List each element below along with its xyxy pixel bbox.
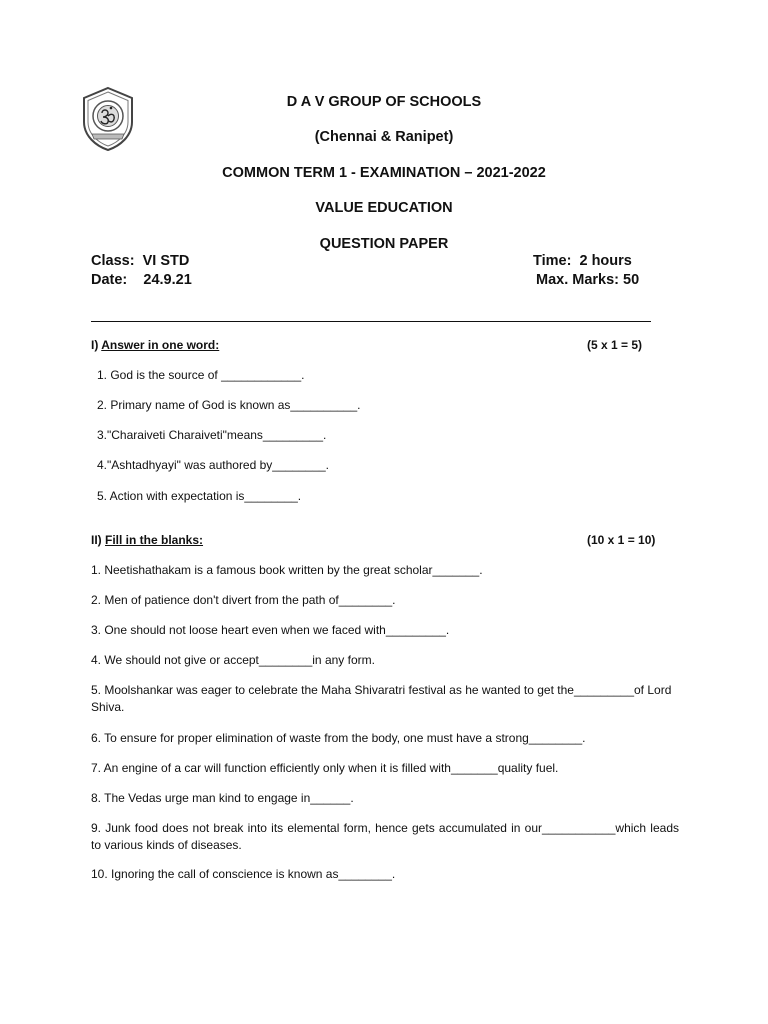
question-1-4: 4."Ashtadhyayi" was authored by________. [97, 458, 330, 472]
school-location: (Chennai & Ranipet) [314, 129, 454, 145]
paper-title: QUESTION PAPER [319, 236, 449, 252]
question-1-5: 5. Action with expectation is________. [97, 489, 302, 503]
marks-value: 50 [623, 272, 640, 288]
question-2-6: 6. To ensure for proper elimination of waste from the body, one must have a strong________. [91, 731, 586, 745]
question-2-9: 9. Junk food does not break into its elemental form, hence gets accumulated in our___________which leads to various kinds of diseases. [91, 821, 679, 852]
question-2-7: 7. An engine of a car will function efficiently only when it is filled with_______quality fuel. [91, 761, 559, 775]
question-2-10: 10. Ignoring the call of conscience is known as________. [91, 867, 396, 881]
section-1-title: Answer in one word: [101, 338, 220, 352]
exam-title: COMMON TERM 1 - EXAMINATION – 2021-2022 [222, 165, 546, 181]
class-label: Class: [91, 253, 135, 269]
section-1-marks: (5 x 1 = 5) [587, 338, 643, 352]
marks-label: Max. Marks: [536, 272, 620, 288]
header-divider [91, 321, 651, 322]
question-2-2: 2. Men of patience don't divert from the path of________. [91, 593, 396, 607]
section-2-number: II) [91, 533, 102, 547]
class-value: VI STD [142, 253, 190, 269]
question-2-4: 4. We should not give or accept________in any form. [91, 653, 375, 667]
section-2-title: Fill in the blanks: [105, 533, 204, 547]
question-1-2: 2. Primary name of God is known as__________. [97, 398, 361, 412]
date-value: 24.9.21 [143, 272, 192, 288]
time-value: 2 hours [579, 253, 632, 269]
school-name: D A V GROUP OF SCHOOLS [286, 94, 482, 110]
section-2-marks: (10 x 1 = 10) [587, 533, 656, 547]
question-2-3: 3. One should not loose heart even when we faced with_________. [91, 623, 450, 637]
date-label: Date: [91, 272, 128, 288]
class-info [91, 253, 189, 269]
section-1-number: I) [91, 338, 99, 352]
time-info [533, 253, 632, 269]
time-label: Time: [533, 253, 572, 269]
question-2-8: 8. The Vedas urge man kind to engage in______. [91, 791, 354, 805]
question-1-1: 1. God is the source of ____________. [97, 368, 305, 382]
marks-info [536, 272, 639, 288]
section-1-heading [91, 338, 219, 352]
date-info [91, 272, 192, 288]
question-1-3: 3."Charaiveti Charaiveti"means_________. [97, 428, 327, 442]
subject-title: VALUE EDUCATION [315, 200, 453, 216]
question-2-1: 1. Neetishathakam is a famous book written by the great scholar_______. [91, 563, 483, 577]
question-2-5: 5. Moolshankar was eager to celebrate the Maha Shivaratri festival as he wanted to get the_________of Lord Shiva. [91, 683, 672, 714]
section-2-heading [91, 533, 203, 547]
